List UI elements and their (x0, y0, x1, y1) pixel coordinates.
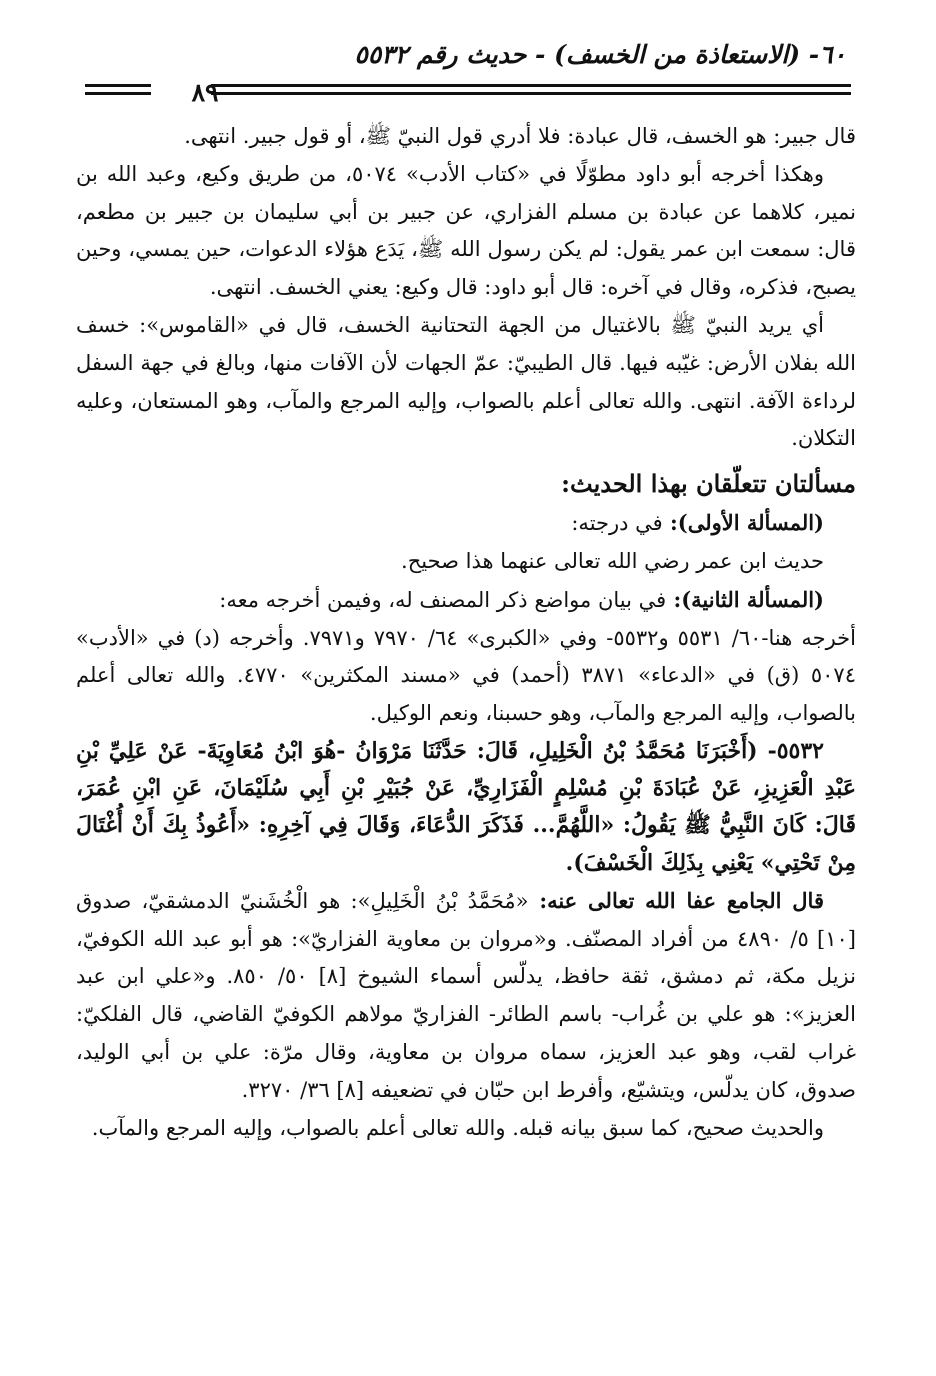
hadith-text: ٥٥٣٢- (أَخْبَرَنَا مُحَمَّدُ بْنُ الْخَلِيلِ، قَالَ: حَدَّثَنَا مَرْوَانُ -هُوَ ابْنُ مُعَاوِيَةَ- عَنْ عَلِيِّ بْنِ عَبْدِ الْعَزِيزِ، عَنْ عُبَادَةَ بْنِ مُسْلِمٍ الْفَزَارِيِّ، عَنْ جُبَيْرِ بْنِ أَبِي سُلَيْمَانَ، عَنِ ابْنِ عُمَرَ، قَالَ: كَانَ النَّبِيُّ ﷺ يَقُولُ: «اللَّهُمَّ... فَذَكَرَ الدُّعَاءَ، وَقَالَ فِي آخِرِهِ: «أَعُوذُ بِكَ أَنْ أُغْتَالَ مِنْ تَحْتِي» يَعْنِي بِذَلِكَ الْخَسْفَ). (76, 737, 856, 876)
issue-one (76, 504, 856, 543)
paragraph: أخرجه هنا-٦٠/ ٥٥٣١ و٥٥٣٢- وفي «الكبرى» ٦٤/ ٧٩٧٠ و٧٩٧١. وأخرجه (د) في «الأدب» ٥٠٧٤ (ق) في «الدعاء» ٣٨٧١ (أحمد) في «مسند المكثرين» ٤٧٧٠. والله تعالى أعلم بالصواب، وإليه المرجع والمآب، وهو حسبنا، ونعم الوكيل. (76, 625, 856, 726)
issue-one-text: في درجته: (571, 511, 663, 536)
issue-two-text: في بيان مواضع ذكر المصنف له، وفيمن أخرجه معه: (219, 587, 667, 612)
commentary-label: قال الجامع عفا الله تعالى عنه: (528, 887, 824, 913)
paragraph: حديث ابن عمر رضي الله تعالى عنهما هذا صحيح. (401, 548, 824, 573)
commentary-text: «مُحَمَّدُ بْنُ الْخَلِيلِ»: هو الْخُشَنيّ الدمشقيّ، صدوق [١٠] ٥/ ٤٨٩٠ من أفراد المصنّف. و«مروان بن معاوية الفزاريّ»: هو أبو عبد الله الكوفيّ، نزيل مكة، ثم دمشق، ثقة حافظ، يدلّس أسماء الشيوخ [٨] ٥٠/ ٨٥٠. و«علي ابن عبد العزيز»: هو علي بن غُراب- باسم الطائر- الفزاريّ مولاهم الكوفيّ القاضي، قال الفلكيّ: غراب لقب، وهو عبد العزيز، سماه مروان بن معاوية، وقال مرّة: علي بن أبي الوليد، صدوق، كان يدلّس، ويتشيّع، وأفرط ابن حبّان في تضعيفه [٨] ٣٦/ ٣٢٧٠. (76, 888, 856, 1102)
paragraph: وهكذا أخرجه أبو داود مطوّلًا في «كتاب الأدب» ٥٠٧٤، من طريق وكيع، وعبد الله بن نمير، كلاهما عن عبادة بن مسلم الفزاري، عن جبير بن أبي سليمان بن جبير بن مطعم، قال: سمعت ابن عمر يقول: لم يكن رسول الله ﷺ، يَدَع هؤلاء الدعوات، حين يمسي، وحين يصبح، فذكره، وقال في آخره: قال أبو داود: قال وكيع: يعني الخسف. انتهى. (76, 161, 856, 300)
header-rule (85, 84, 151, 87)
header-rule (211, 92, 851, 95)
running-header: ٦٠- (الاستعاذة من الخسف) - حديث رقم ٥٥٣٢ (354, 40, 846, 69)
commentary (76, 882, 856, 1110)
issue-two-label: (المسألة الثانية): (666, 586, 824, 612)
section-heading: مسألتان تتعلّقان بهذا الحديث: (561, 469, 856, 499)
issue-two (76, 581, 856, 620)
paragraph: أي يريد النبيّ ﷺ بالاغتيال من الجهة التحتانية الخسف، قال في «القاموس»: خسف الله بفلان الأرض: غيّبه فيها. قال الطيبيّ: عمّ الجهات لأن الآفات منها، وبالغ في جهة السفل لرداءة الآفة. انتهى. والله تعالى أعلم بالصواب، وإليه المرجع والمآب، وهو المستعان، وعليه التكلان. (76, 312, 856, 451)
header-rule (85, 92, 151, 95)
header-rule (211, 84, 851, 87)
issue-one-label: (المسألة الأولى): (662, 510, 824, 536)
page-body (76, 118, 856, 1147)
paragraph: والحديث صحيح، كما سبق بيانه قبله. والله تعالى أعلم بالصواب، وإليه المرجع والمآب. (91, 1115, 824, 1140)
paragraph: قال جبير: هو الخسف، قال عبادة: فلا أدري قول النبيّ ﷺ، أو قول جبير. انتهى. (184, 124, 856, 148)
page-number: ٨٩ (191, 78, 219, 107)
